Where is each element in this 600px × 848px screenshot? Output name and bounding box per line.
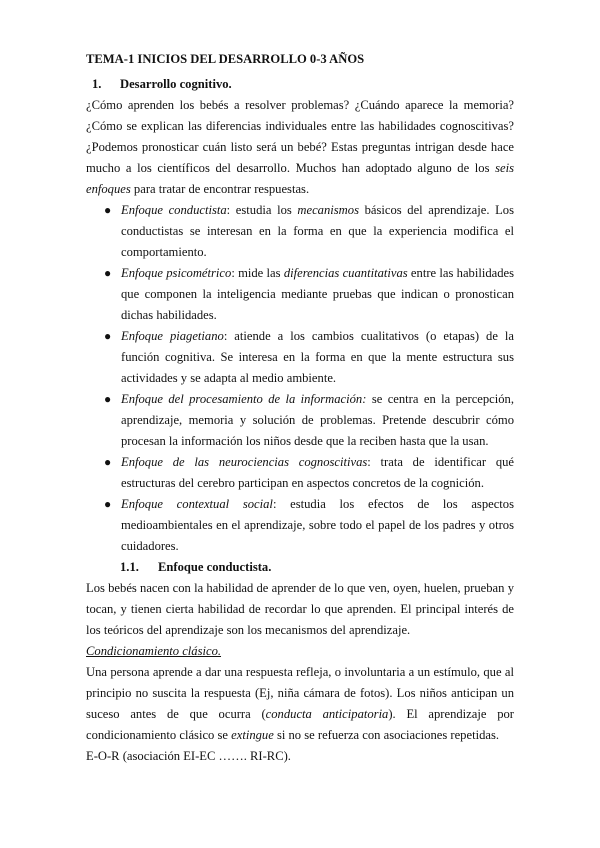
bullet-icon: ● — [104, 203, 112, 217]
intro-text-a: ¿Cómo aprenden los bebés a resolver problemas? ¿Cuándo aparece la memoria? ¿Cómo se explican las diferencias individuales entre las habilidades cognoscitivas? ¿Podemos pronosticar cuán listo será un bebé? Estas preguntas intrigan desde hace mucho a los científicos del desarrollo. Muchos han adoptado alguno de los — [86, 98, 514, 175]
paragraph-conductista: Los bebés nacen con la habilidad de aprender de lo que ven, oyen, huelen, prueban y tocan, y tienen cierta habilidad de recordar lo que aprenden. El principal interés de los teóricos del aprendizaje son los mecanismos del aprendizaje. — [86, 581, 514, 637]
item-emphasis: diferencias cuantitativas — [283, 266, 408, 280]
formula-line: E-O-R (asociación EI-EC ……. RI-RC). — [86, 749, 291, 763]
item-text: : estudia los efectos de los aspectos medioambientales en el aprendizaje, sobre todo el papel de los padres y otros cuidadores. — [121, 497, 514, 553]
list-item — [86, 452, 514, 494]
intro-paragraph — [86, 95, 514, 200]
item-text: : trata de identificar qué estructuras del cerebro participan en aspectos concretos de la cognición. — [121, 455, 514, 490]
bullet-icon: ● — [104, 392, 112, 406]
list-item — [86, 389, 514, 452]
para3-emphasis-2: extingue — [231, 728, 274, 742]
section-label: Enfoque conductista. — [158, 560, 272, 574]
para3-emphasis: conducta anticipatoria — [265, 707, 389, 721]
item-head: Enfoque del procesamiento de la información: — [121, 392, 367, 406]
section-heading-1-1 — [86, 557, 514, 578]
item-head: Enfoque conductista — [121, 203, 227, 217]
intro-text-b: para tratar de encontrar respuestas. — [130, 182, 310, 196]
item-head: Enfoque piagetiano — [121, 329, 224, 343]
para3-text-c: si no se refuerza con asociaciones repetidas. — [273, 728, 499, 742]
item-text-b: básicos del aprendizaje. Los conductistas se interesan en la forma en que la experiencia modifica el comportamiento. — [121, 203, 514, 259]
section-label: Desarrollo cognitivo. — [120, 77, 232, 91]
intro-emphasis: seis enfoques — [86, 161, 514, 196]
item-text: : estudia los — [226, 203, 298, 217]
bullet-icon: ● — [104, 266, 112, 280]
subheading-text: Condicionamiento clásico. — [86, 644, 222, 658]
approaches-list — [86, 200, 514, 557]
item-head: Enfoque psicométrico — [121, 266, 232, 280]
item-text: se centra en la percepción, aprendizaje, memoria y solución de problemas. Pretende descubrir cómo procesan la información los niños desde que la reciben hasta que la usan. — [121, 392, 514, 448]
para3-text-a: Una persona aprende a dar una respuesta refleja, o involuntaria a un estímulo, que al principio no suscita la respuesta (Ej, niña cámara de fotos). Los niños anticipan un suceso antes de que ocurra ( — [86, 665, 514, 721]
list-item — [86, 326, 514, 389]
item-head: Enfoque de las neurociencias cognoscitivas — [121, 455, 368, 469]
list-item — [86, 494, 514, 557]
document-page — [86, 49, 514, 767]
page-title: TEMA-1 INICIOS DEL DESARROLLO 0-3 AÑOS — [86, 52, 365, 66]
bullet-icon: ● — [104, 329, 112, 343]
item-text: : mide las — [231, 266, 284, 280]
subheading-condicionamiento — [86, 641, 514, 662]
para3-text-b: ). El aprendizaje por condicionamiento clásico se — [86, 707, 514, 742]
paragraph-condicionamiento — [86, 662, 514, 746]
item-head: Enfoque contextual social — [121, 497, 273, 511]
item-text-b: entre las habilidades que componen la inteligencia mediante pruebas que indican o pronostican dichas habilidades. — [121, 266, 515, 322]
list-item — [86, 263, 514, 326]
section-number: 1. — [92, 77, 102, 91]
bullet-icon: ● — [104, 497, 112, 511]
item-text: : atiende a los cambios cualitativos (o etapas) de la función cognitiva. Se interesa en la forma en que la mente estructura sus actividades y se adapta al medio ambiente. — [121, 329, 514, 385]
list-item — [86, 200, 514, 263]
bullet-icon: ● — [104, 455, 112, 469]
item-emphasis: mecanismos — [297, 203, 359, 217]
section-heading-1 — [86, 74, 514, 95]
section-number: 1.1. — [120, 560, 139, 574]
